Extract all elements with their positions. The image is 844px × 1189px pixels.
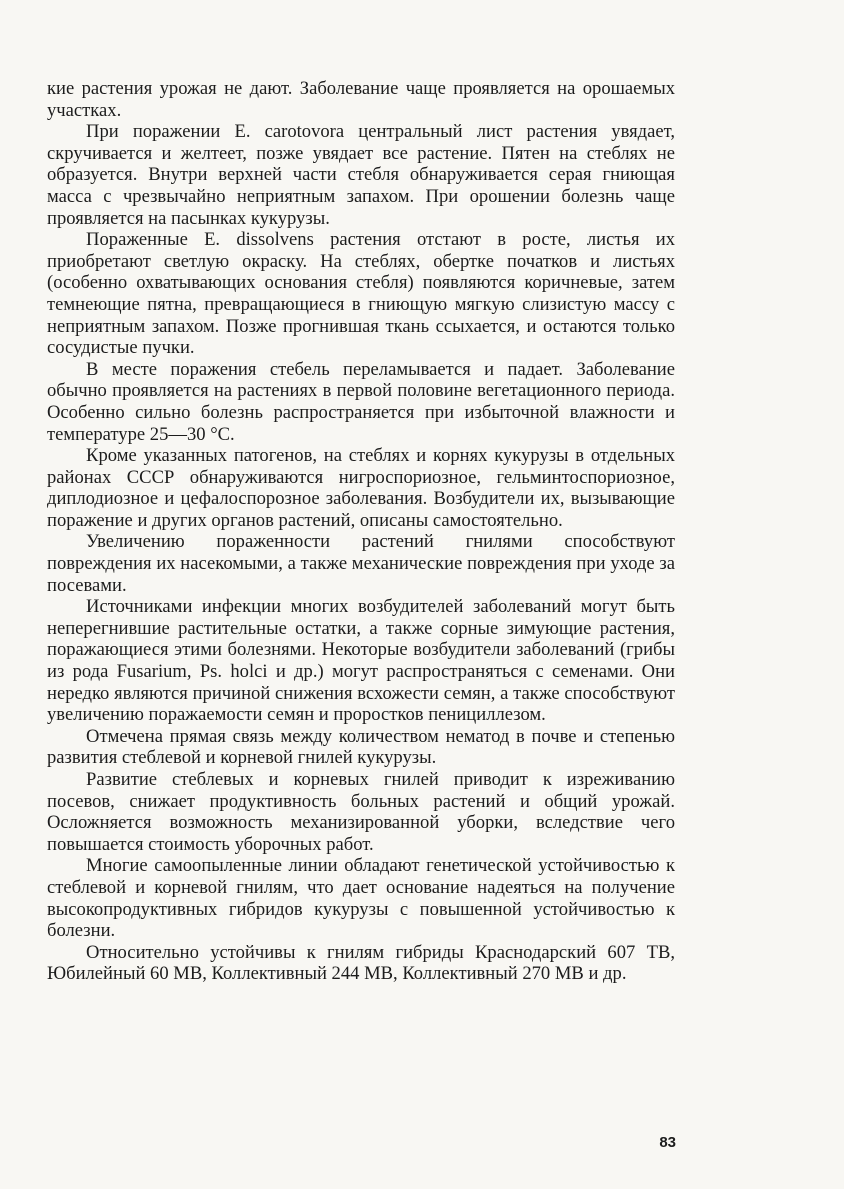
paragraph-11: Относительно устойчивы к гнилям гибриды Краснодарский 607 ТВ, Юбилейный 60 МВ, Коллективный 244 МВ, Коллективный 270 МВ и др.: [47, 941, 675, 985]
paragraph-1: кие растения урожая не дают. Заболевание чаще проявляется на орошаемых участках.: [47, 78, 675, 121]
paragraph-4: В месте поражения стебель переламывается и падает. Заболевание обычно проявляется на растениях в первой половине вегетационного периода. Особенно сильно болезнь распространяется при избыточной влажности и температуре 25—30 °С.: [47, 358, 675, 445]
body-text: [47, 78, 675, 985]
page-number: 83: [659, 1134, 676, 1151]
paragraph-6: Увеличению пораженности растений гнилями способствуют повреждения их насекомыми, а также механические повреждения при уходе за посевами.: [47, 531, 675, 596]
paragraph-7: Источниками инфекции многих возбудителей заболеваний могут быть неперегнившие растительные остатки, а также сорные зимующие растения, поражающиеся этими болезнями. Некоторые возбудители заболеваний (грибы из рода Fusarium, Ps. holci и др.) могут распространяться с семенами. Они нередко являются причиной снижения всхожести семян, а также способствуют увеличению поражаемости семян и проростков пенициллезом.: [47, 596, 675, 726]
paragraph-10: Многие самоопыленные линии обладают генетической устойчивостью к стеблевой и корневой гнилям, что дает основание надеяться на получение высокопродуктивных гибридов кукурузы с повышенной устойчивостью к болезни.: [47, 855, 675, 942]
paragraph-8: Отмечена прямая связь между количеством нематод в почве и степенью развития стеблевой и корневой гнилей кукурузы.: [47, 725, 675, 769]
paragraph-5: Кроме указанных патогенов, на стеблях и корнях кукурузы в отдельных районах СССР обнаруживаются нигроспориозное, гельминтоспориозное, диплодиозное и цефалоспорозное заболевания. Возбудители их, вызывающие поражение и других органов растений, описаны самостоятельно.: [47, 445, 675, 531]
paragraph-2: При поражении E. carotovora центральный лист растения увядает, скручивается и желтеет, позже увядает все растение. Пятен на стеблях не образуется. Внутри верхней части стебля обнаруживается серая гниющая масса с чрезвычайно неприятным запахом. При орошении болезнь чаще проявляется на пасынках кукурузы.: [47, 121, 675, 229]
paragraph-3: Пораженные E. dissolvens растения отстают в росте, листья их приобретают светлую окраску. На стеблях, обертке початков и листьях (особенно охватывающих основания стебля) появляются коричневые, затем темнеющие пятна, превращающиеся в гниющую мягкую слизистую массу с неприятным запахом. Позже прогнившая ткань ссыхается, и остаются только сосудистые пучки.: [47, 229, 675, 359]
paragraph-9: Развитие стеблевых и корневых гнилей приводит к изреживанию посевов, снижает продуктивность больных растений и общий урожай. Осложняется возможность механизированной уборки, вследствие чего повышается стоимость уборочных работ.: [47, 769, 675, 855]
